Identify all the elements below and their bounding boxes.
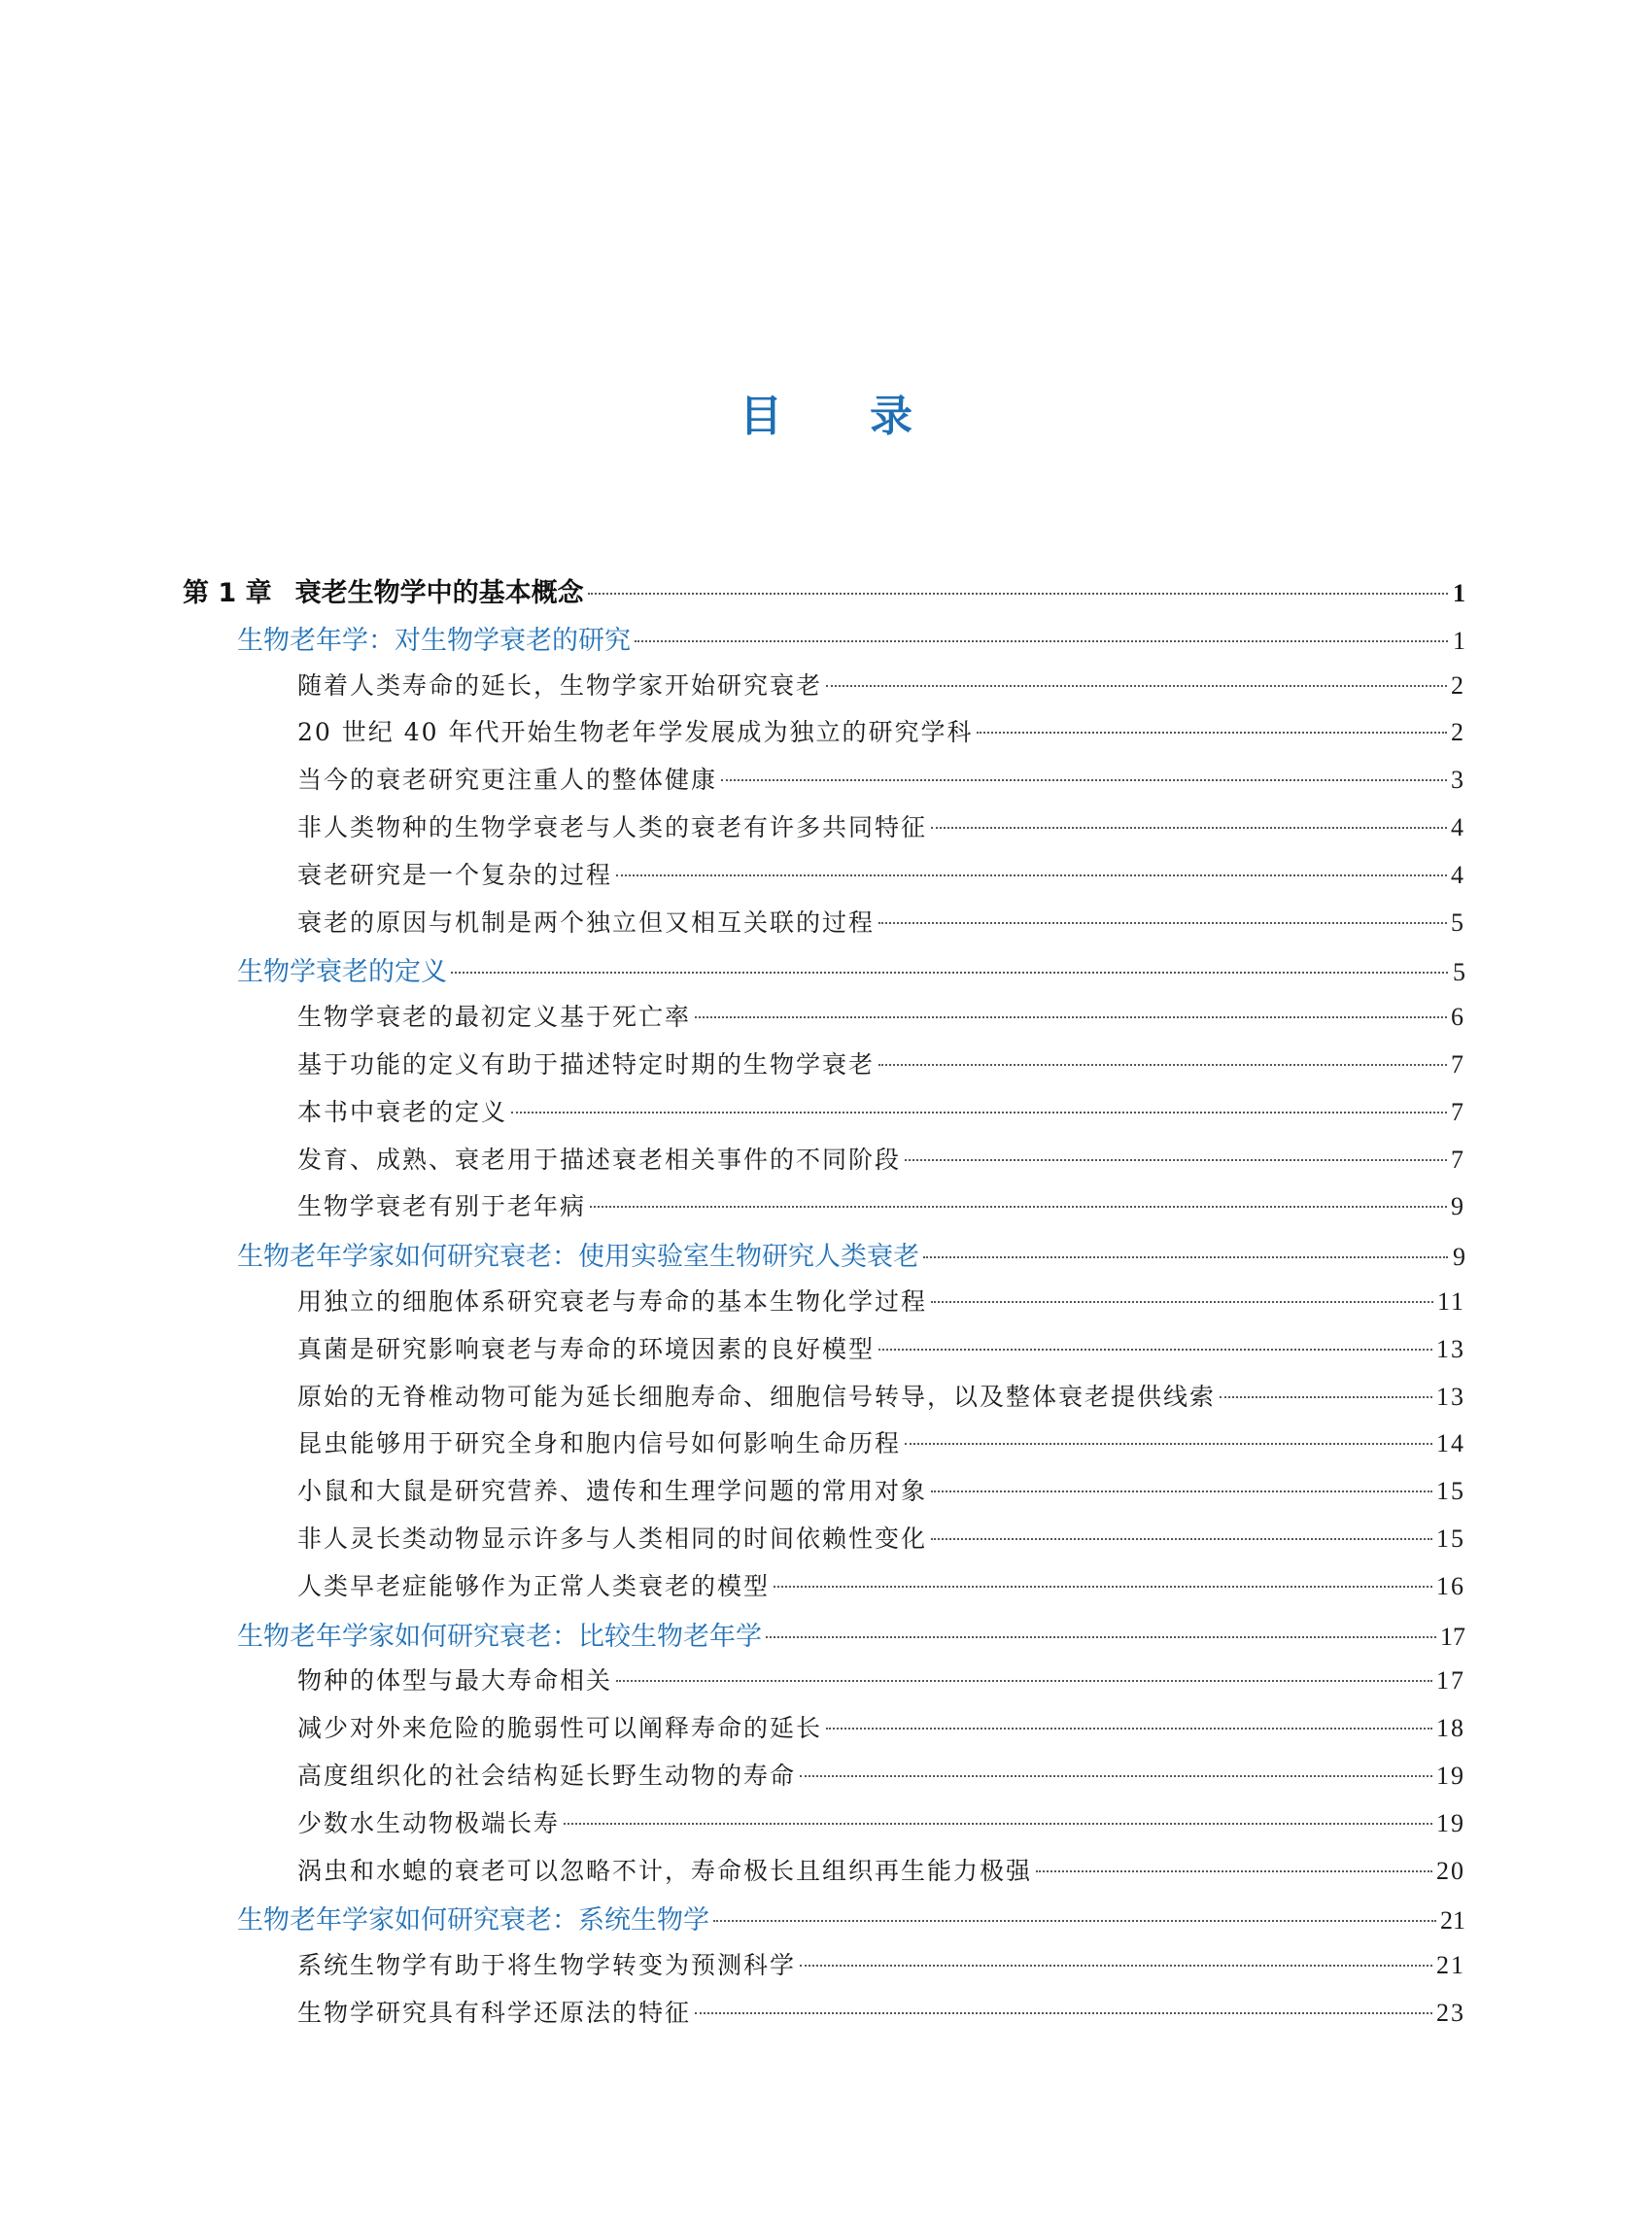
entry-title: 生物学衰老有别于老年病	[297, 1192, 587, 1221]
page-number: 7	[1451, 1145, 1465, 1174]
entry-title: 本书中衰老的定义	[297, 1097, 508, 1126]
entry-title: 生物学研究具有科学还原法的特征	[297, 1998, 692, 2027]
toc-subsection-entry[interactable]	[183, 1141, 1465, 1188]
entry-title: 少数水生动物极端长寿	[297, 1808, 561, 1837]
toc-subsection-entry[interactable]	[183, 904, 1465, 951]
entry-title: 生物老年学：对生物学衰老的研究	[237, 625, 631, 656]
page-number: 6	[1451, 1003, 1465, 1032]
entry-title: 生物学衰老的定义	[237, 957, 447, 988]
toc-subsection-entry[interactable]	[183, 1378, 1465, 1425]
entry-title: 小鼠和大鼠是研究营养、遗传和生理学问题的常用对象	[297, 1477, 928, 1506]
page-number: 20	[1436, 1856, 1465, 1885]
dot-leader	[826, 685, 1447, 687]
toc-subsection-entry[interactable]	[183, 1662, 1465, 1709]
page-number: 1	[1453, 579, 1465, 607]
dot-leader	[564, 1823, 1432, 1825]
dot-leader	[800, 1965, 1432, 1967]
toc-subsection-entry[interactable]	[183, 1093, 1465, 1141]
dot-leader	[931, 827, 1447, 829]
toc-subsection-entry[interactable]	[183, 667, 1465, 714]
page-number: 2	[1451, 718, 1465, 747]
entry-title: 随着人类寿命的延长，生物学家开始研究衰老	[297, 670, 823, 700]
toc-section-entry[interactable]	[183, 1615, 1465, 1662]
toc-subsection-entry[interactable]	[183, 1045, 1465, 1093]
dot-leader	[923, 1256, 1448, 1258]
toc-subsection-entry[interactable]	[183, 1187, 1465, 1235]
page-number: 3	[1451, 766, 1465, 795]
page-number: 19	[1436, 1761, 1465, 1790]
entry-title: 发育、成熟、衰老用于描述衰老相关事件的不同阶段	[297, 1145, 902, 1174]
dot-leader	[590, 1206, 1447, 1208]
dot-leader	[905, 1443, 1432, 1445]
dot-leader	[451, 972, 1448, 974]
page-number: 11	[1436, 1286, 1465, 1316]
dot-leader	[766, 1636, 1436, 1638]
toc-subsection-entry[interactable]	[183, 998, 1465, 1045]
dot-leader	[616, 874, 1447, 876]
entry-title: 系统生物学有助于将生物学转变为预测科学	[297, 1951, 797, 1980]
toc-section-entry[interactable]	[183, 619, 1465, 667]
toc-subsection-entry[interactable]	[183, 1757, 1465, 1804]
entry-title: 用独立的细胞体系研究衰老与寿命的基本生物化学过程	[297, 1286, 928, 1316]
dot-leader	[826, 1728, 1432, 1730]
entry-title: 生物老年学家如何研究衰老：比较生物老年学	[237, 1621, 762, 1652]
entry-title: 生物老年学家如何研究衰老：使用实验室生物研究人类衰老	[237, 1242, 919, 1273]
entry-title: 当今的衰老研究更注重人的整体健康	[297, 766, 718, 795]
page-number: 5	[1451, 908, 1465, 937]
page-number: 17	[1440, 1622, 1465, 1651]
entry-title: 衰老的原因与机制是两个独立但又相互关联的过程	[297, 908, 876, 937]
entry-title: 非人类物种的生物学衰老与人类的衰老有许多共同特征	[297, 812, 928, 841]
dot-leader	[905, 1159, 1447, 1161]
entry-title: 非人灵长类动物显示许多与人类相同的时间依赖性变化	[297, 1524, 928, 1553]
page-number: 5	[1453, 958, 1465, 987]
page-number: 18	[1436, 1714, 1465, 1743]
toc-section-entry[interactable]	[183, 1235, 1465, 1283]
dot-leader	[511, 1112, 1447, 1114]
entry-title: 人类早老症能够作为正常人类衰老的模型	[297, 1571, 771, 1600]
toc-chapter-entry[interactable]	[183, 571, 1465, 619]
entry-title: 基于功能的定义有助于描述特定时期的生物学衰老	[297, 1049, 876, 1079]
toc-subsection-entry[interactable]	[183, 1424, 1465, 1472]
page-number: 4	[1451, 812, 1465, 841]
toc-subsection-entry[interactable]	[183, 713, 1465, 761]
chapter-title: 衰老生物学中的基本概念	[294, 578, 584, 608]
dot-leader	[774, 1586, 1432, 1588]
dot-leader	[695, 1016, 1447, 1018]
entry-title: 物种的体型与最大寿命相关	[297, 1666, 613, 1696]
page-title: 目录	[740, 392, 1000, 441]
table-of-contents	[183, 571, 1465, 2041]
entry-title: 20 世纪 40 年代开始生物老年学发展成为独立的研究学科	[297, 718, 974, 747]
page-number: 4	[1451, 860, 1465, 889]
toc-subsection-entry[interactable]	[183, 1330, 1465, 1378]
entry-title: 衰老研究是一个复杂的过程	[297, 860, 613, 889]
dot-leader	[1220, 1396, 1432, 1398]
toc-subsection-entry[interactable]	[183, 1567, 1465, 1615]
dot-leader	[931, 1301, 1433, 1303]
dot-leader	[713, 1920, 1436, 1922]
dot-leader	[878, 922, 1447, 924]
page-number: 2	[1451, 670, 1465, 700]
dot-leader	[1036, 1870, 1432, 1872]
dot-leader	[931, 1538, 1432, 1540]
entry-title: 生物学衰老的最初定义基于死亡率	[297, 1003, 692, 1032]
page-number: 21	[1440, 1906, 1465, 1936]
page-number: 9	[1453, 1243, 1465, 1272]
entry-title: 昆虫能够用于研究全身和胞内信号如何影响生命历程	[297, 1429, 902, 1458]
page-number: 1	[1453, 626, 1465, 655]
chapter-number: 第 1 章	[183, 578, 272, 608]
entry-title: 减少对外来危险的脆弱性可以阐释寿命的延长	[297, 1714, 823, 1743]
toc-section-entry[interactable]	[183, 950, 1465, 998]
entry-title: 生物老年学家如何研究衰老：系统生物学	[237, 1905, 709, 1936]
toc-subsection-entry[interactable]	[183, 1520, 1465, 1567]
dot-leader	[635, 640, 1448, 642]
toc-section-entry[interactable]	[183, 1899, 1465, 1946]
toc-subsection-entry[interactable]	[183, 1852, 1465, 1900]
toc-subsection-entry[interactable]	[183, 856, 1465, 904]
toc-subsection-entry[interactable]	[183, 1472, 1465, 1520]
page-number: 15	[1436, 1524, 1465, 1553]
dot-leader	[588, 593, 1448, 595]
toc-subsection-entry[interactable]	[183, 1994, 1465, 2041]
dot-leader	[721, 779, 1447, 781]
page-number: 7	[1451, 1049, 1465, 1079]
toc-subsection-entry[interactable]	[183, 761, 1465, 808]
page-number: 13	[1436, 1334, 1465, 1363]
page-number: 16	[1436, 1571, 1465, 1600]
toc-subsection-entry[interactable]	[183, 1946, 1465, 1994]
toc-subsection-entry[interactable]	[183, 1804, 1465, 1852]
dot-leader	[931, 1490, 1432, 1492]
page-number: 9	[1451, 1192, 1465, 1221]
toc-subsection-entry[interactable]	[183, 1283, 1465, 1330]
entry-title: 高度组织化的社会结构延长野生动物的寿命	[297, 1761, 797, 1790]
page-number: 23	[1436, 1998, 1465, 2027]
entry-title: 涡虫和水螅的衰老可以忽略不计，寿命极长且组织再生能力极强	[297, 1856, 1033, 1885]
page-number: 17	[1436, 1666, 1465, 1696]
dot-leader	[695, 2012, 1432, 2014]
dot-leader	[800, 1775, 1432, 1777]
entry-title: 真菌是研究影响衰老与寿命的环境因素的良好模型	[297, 1334, 876, 1363]
entry-title: 原始的无脊椎动物可能为延长细胞寿命、细胞信号转导，以及整体衰老提供线索	[297, 1382, 1217, 1411]
page-number: 15	[1436, 1477, 1465, 1506]
toc-subsection-entry[interactable]	[183, 1709, 1465, 1757]
dot-leader	[616, 1680, 1432, 1682]
page-number: 19	[1436, 1808, 1465, 1837]
dot-leader	[878, 1064, 1447, 1066]
toc-subsection-entry[interactable]	[183, 808, 1465, 856]
page-number: 21	[1436, 1951, 1465, 1980]
dot-leader	[878, 1349, 1432, 1351]
dot-leader	[977, 732, 1447, 734]
page-number: 7	[1451, 1097, 1465, 1126]
page-number: 13	[1436, 1382, 1465, 1411]
chapter-heading	[183, 571, 584, 609]
page-number: 14	[1436, 1429, 1465, 1458]
